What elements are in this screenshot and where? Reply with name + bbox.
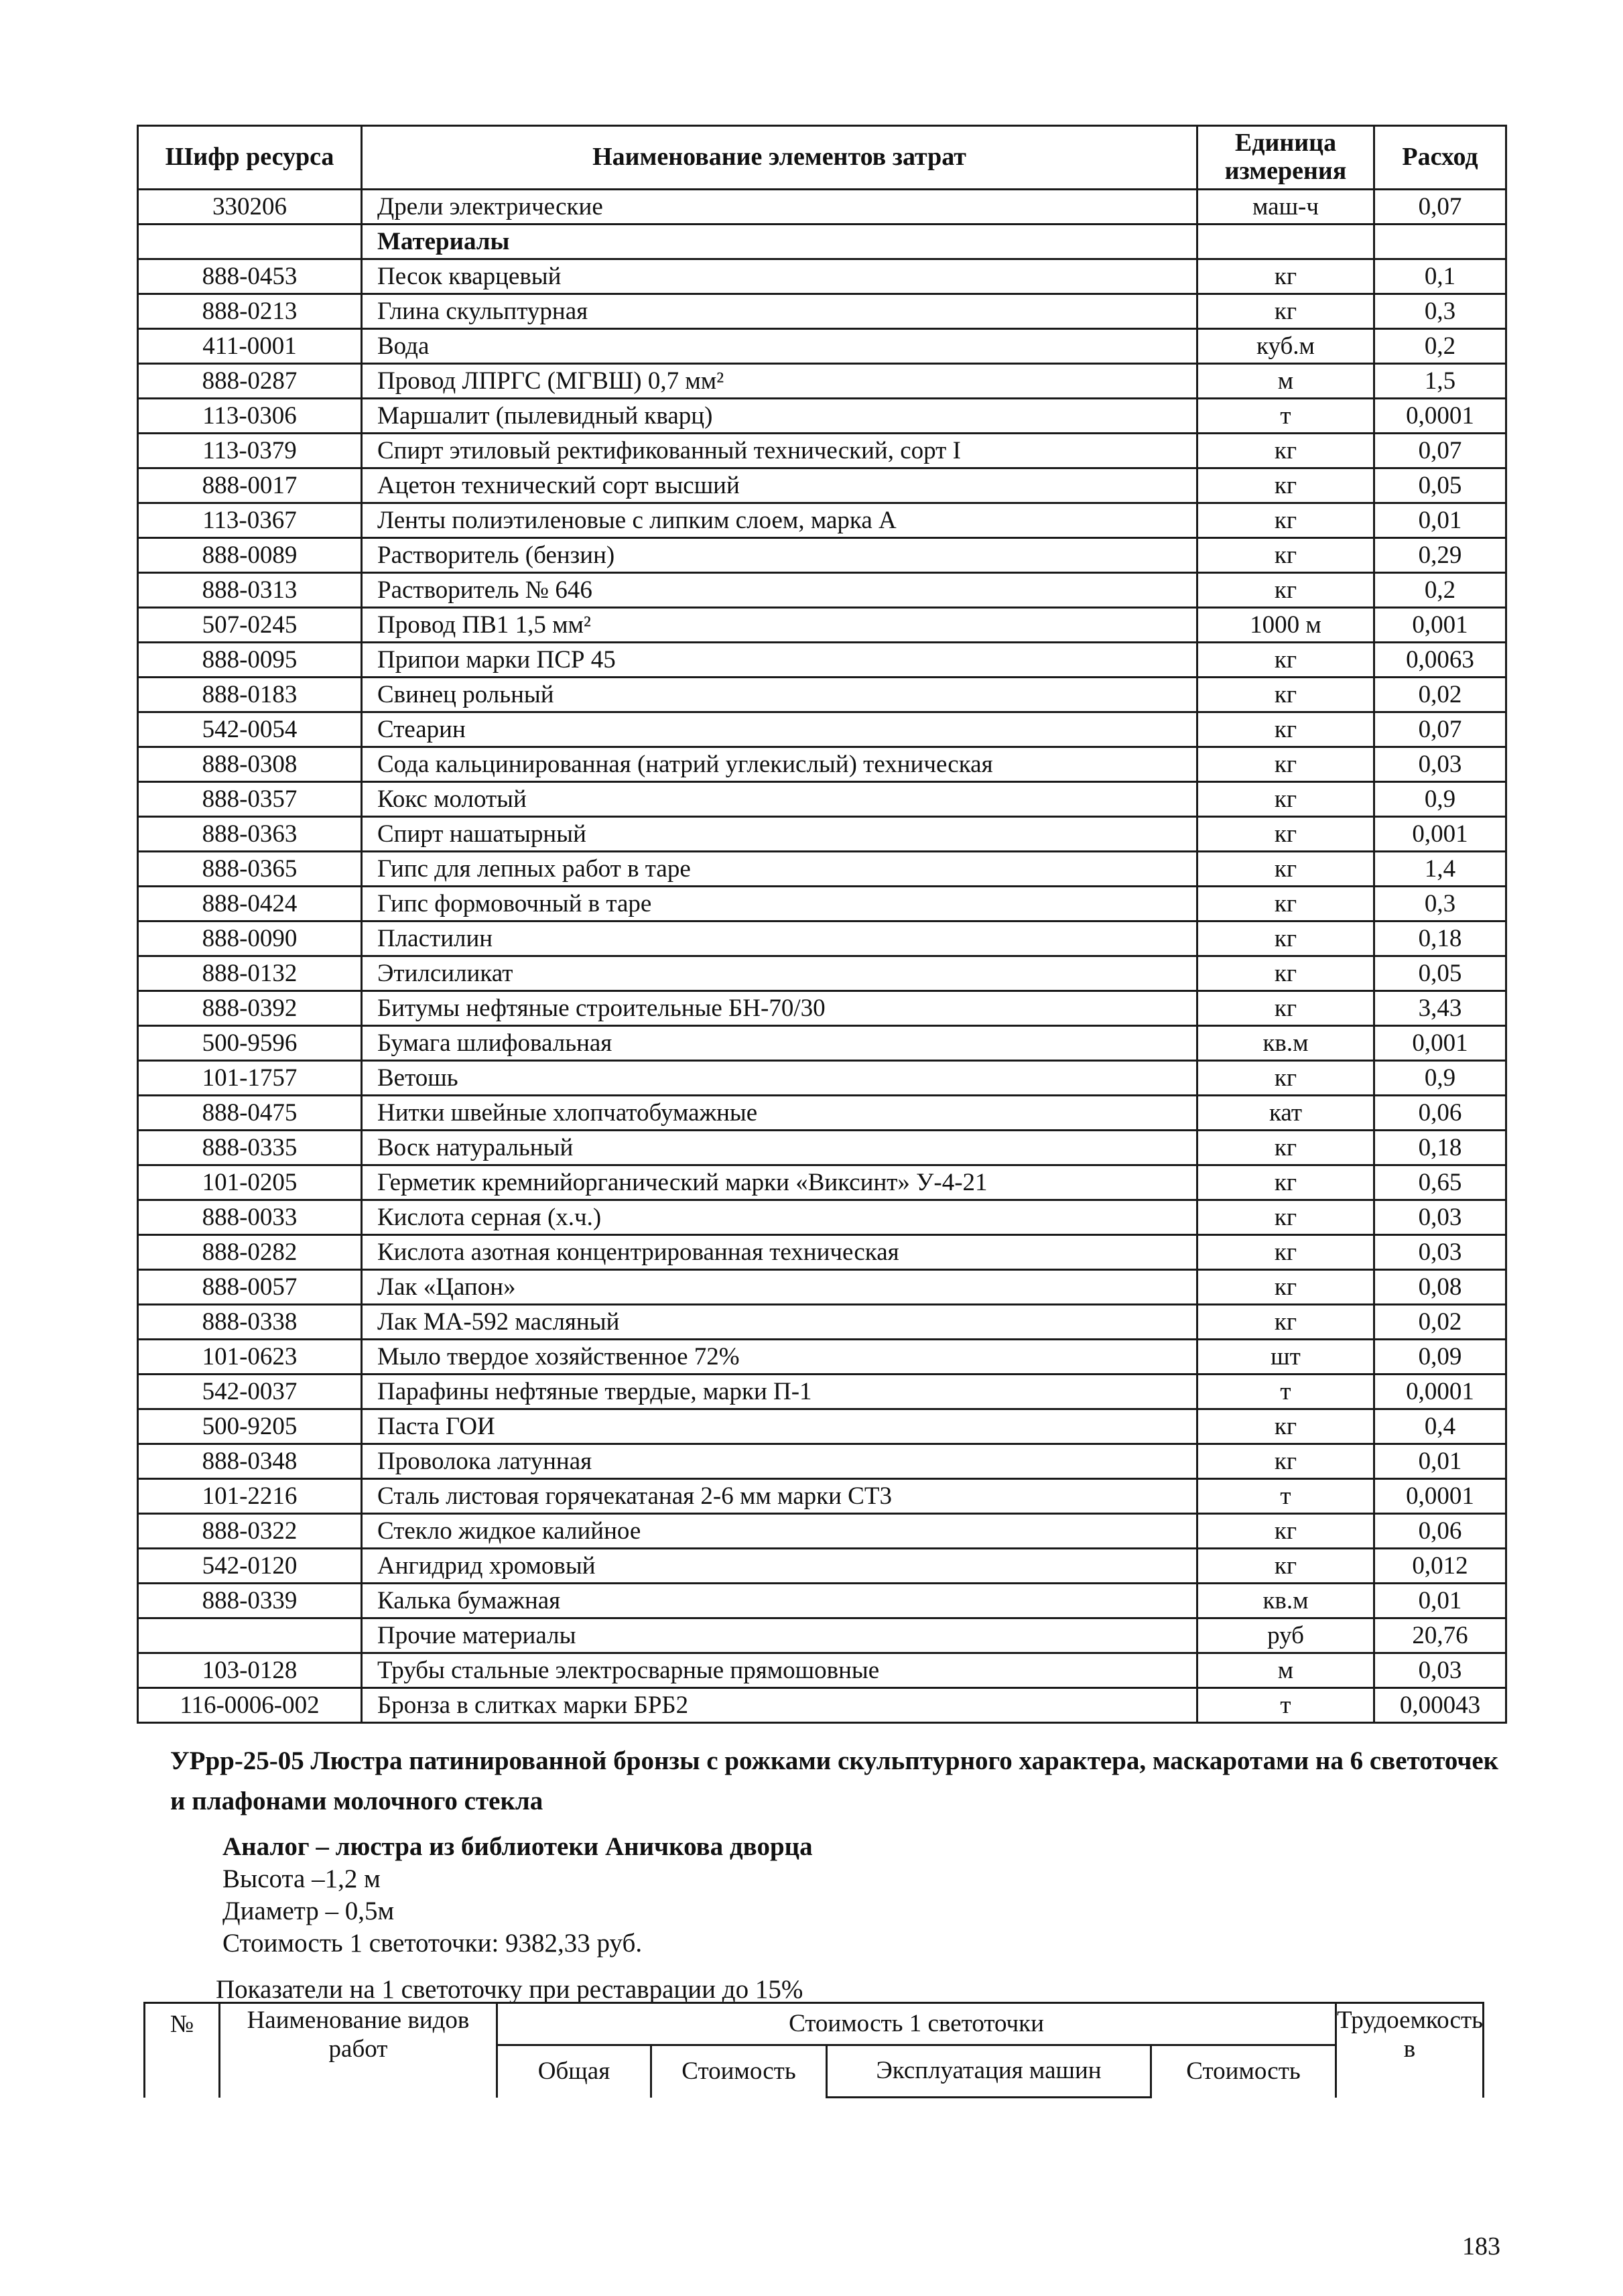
section-title: УРрр-25-05 Люстра патинированной бронзы с рожками скульптурного характера, маскаротами на 6 светоточек и плафонами молочного стекла: [170, 1746, 1499, 1815]
table-row: [138, 259, 1506, 294]
cell-qty: 0,2: [1374, 573, 1506, 608]
cell-code: 542-0037: [138, 1375, 362, 1409]
cell-unit: кг: [1197, 1200, 1374, 1235]
cell-name: Битумы нефтяные строительные БН-70/30: [362, 991, 1197, 1026]
table-row: [138, 817, 1506, 852]
cell-name: Глина скульптурная: [362, 294, 1197, 329]
cell-name: Спирт этиловый ректификованный технический, сорт I: [362, 434, 1197, 468]
cell-unit: кг: [1197, 1131, 1374, 1165]
table-row: [138, 1165, 1506, 1200]
cell-qty: 0,001: [1374, 817, 1506, 852]
table-row: [138, 190, 1506, 225]
cell-name: Растворитель № 646: [362, 573, 1197, 608]
cell-qty: 0,05: [1374, 468, 1506, 503]
cell-name: Припои марки ПСР 45: [362, 643, 1197, 678]
cell-qty: 0,09: [1374, 1340, 1506, 1375]
cell-qty: 0,01: [1374, 1444, 1506, 1479]
cell-unit: кг: [1197, 503, 1374, 538]
analog-title: Аналог – люстра из библиотеки Аничкова дворца: [222, 1832, 813, 1861]
table-group-row: [138, 225, 1506, 259]
cell-code: 888-0213: [138, 294, 362, 329]
cell-qty: 3,43: [1374, 991, 1506, 1026]
cell-qty: 0,3: [1374, 294, 1506, 329]
cell-unit: [1197, 225, 1374, 259]
cell-code: 888-0363: [138, 817, 362, 852]
cell-code: 507-0245: [138, 608, 362, 643]
cell-unit: кг: [1197, 1409, 1374, 1444]
cell-qty: 0,06: [1374, 1514, 1506, 1549]
cell-unit: кг: [1197, 747, 1374, 782]
cell-unit: т: [1197, 399, 1374, 434]
cell-unit: шт: [1197, 1340, 1374, 1375]
cell-unit: кг: [1197, 573, 1374, 608]
cell-unit: кг: [1197, 538, 1374, 573]
cell-unit: м: [1197, 1653, 1374, 1688]
cell-name: Кислота азотная концентрированная техническая: [362, 1235, 1197, 1270]
cell-unit: кг: [1197, 643, 1374, 678]
table-row: [138, 364, 1506, 399]
cell-code: [138, 1618, 362, 1653]
sub-header-cost-a: Стоимость: [651, 2045, 827, 2098]
cell-qty: 0,06: [1374, 1096, 1506, 1131]
cell-unit: кг: [1197, 887, 1374, 921]
cell-qty: 0,05: [1374, 956, 1506, 991]
table-row: [138, 503, 1506, 538]
table-row: [138, 887, 1506, 921]
table-row: [138, 573, 1506, 608]
cell-qty: 1,5: [1374, 364, 1506, 399]
cell-unit: кг: [1197, 678, 1374, 712]
cell-unit: кг: [1197, 712, 1374, 747]
cell-unit: кг: [1197, 1165, 1374, 1200]
cell-unit: кг: [1197, 1444, 1374, 1479]
cell-name: Гипс формовочный в таре: [362, 887, 1197, 921]
sub-header-cost-b: Стоимость: [1151, 2045, 1336, 2098]
cell-code: 101-1757: [138, 1061, 362, 1096]
cell-code: 888-0338: [138, 1305, 362, 1340]
cell-name: Дрели электрические: [362, 190, 1197, 225]
table-row: [138, 1653, 1506, 1688]
cell-unit: кг: [1197, 782, 1374, 817]
table-header-row: [138, 126, 1506, 190]
cell-name: Растворитель (бензин): [362, 538, 1197, 573]
table-row: [138, 1340, 1506, 1375]
cell-code: 888-0132: [138, 956, 362, 991]
cell-qty: 0,08: [1374, 1270, 1506, 1305]
cell-name: Бронза в слитках марки БРБ2: [362, 1688, 1197, 1723]
cell-name: Провод ЛПРГС (МГВШ) 0,7 мм²: [362, 364, 1197, 399]
cell-unit: кг: [1197, 852, 1374, 887]
sub-header-labor: Трудоемкость в: [1336, 2003, 1484, 2098]
cell-code: 888-0308: [138, 747, 362, 782]
work-types-table: [143, 2002, 1484, 2098]
cell-unit: куб.м: [1197, 329, 1374, 364]
cell-unit: кв.м: [1197, 1584, 1374, 1618]
cell-name: Кислота серная (х.ч.): [362, 1200, 1197, 1235]
cell-qty: 0,29: [1374, 538, 1506, 573]
cell-code: 888-0357: [138, 782, 362, 817]
table-row: [138, 1514, 1506, 1549]
header-name: Наименование элементов затрат: [362, 126, 1197, 190]
cell-qty: 0,18: [1374, 921, 1506, 956]
cell-code: 888-0282: [138, 1235, 362, 1270]
cell-qty: 0,001: [1374, 608, 1506, 643]
sub-header-cost-group: Стоимость 1 светоточки: [497, 2003, 1336, 2045]
cell-code: 888-0287: [138, 364, 362, 399]
cell-code: 888-0183: [138, 678, 362, 712]
cell-name: Ветошь: [362, 1061, 1197, 1096]
cell-name: Вода: [362, 329, 1197, 364]
cell-qty: 0,3: [1374, 887, 1506, 921]
cell-qty: 0,1: [1374, 259, 1506, 294]
cell-name: Ацетон технический сорт высший: [362, 468, 1197, 503]
cell-name: Материалы: [362, 225, 1197, 259]
cell-name: Песок кварцевый: [362, 259, 1197, 294]
cell-name: Спирт нашатырный: [362, 817, 1197, 852]
cell-name: Калька бумажная: [362, 1584, 1197, 1618]
cell-unit: 1000 м: [1197, 608, 1374, 643]
cell-qty: 0,0001: [1374, 1375, 1506, 1409]
cell-code: 101-0623: [138, 1340, 362, 1375]
cell-code: 888-0339: [138, 1584, 362, 1618]
cell-unit: кг: [1197, 817, 1374, 852]
table-row: [138, 921, 1506, 956]
cell-name: Провод ПВ1 1,5 мм²: [362, 608, 1197, 643]
cell-name: Мыло твердое хозяйственное 72%: [362, 1340, 1197, 1375]
cell-unit: кг: [1197, 1235, 1374, 1270]
table-row: [138, 1131, 1506, 1165]
cell-code: 411-0001: [138, 329, 362, 364]
cell-code: 101-2216: [138, 1479, 362, 1514]
table-body: [138, 190, 1506, 1723]
cell-qty: 0,01: [1374, 1584, 1506, 1618]
header-qty: Расход: [1374, 126, 1506, 190]
cell-unit: т: [1197, 1479, 1374, 1514]
cell-name: Сода кальцинированная (натрий углекислый) техническая: [362, 747, 1197, 782]
cell-name: Герметик кремнийорганический марки «Виксинт» У-4-21: [362, 1165, 1197, 1200]
cell-name: Нитки швейные хлопчатобумажные: [362, 1096, 1197, 1131]
cell-qty: 20,76: [1374, 1618, 1506, 1653]
cell-code: 330206: [138, 190, 362, 225]
table-row: [138, 643, 1506, 678]
diameter-line: Диаметр – 0,5м: [222, 1897, 395, 1925]
cell-code: 113-0367: [138, 503, 362, 538]
table-row: [138, 782, 1506, 817]
cell-name: Этилсиликат: [362, 956, 1197, 991]
cell-code: 888-0475: [138, 1096, 362, 1131]
cell-code: 888-0348: [138, 1444, 362, 1479]
cell-code: 888-0017: [138, 468, 362, 503]
header-unit: Единица измерения: [1197, 126, 1374, 190]
cell-qty: 0,07: [1374, 712, 1506, 747]
cell-code: 113-0379: [138, 434, 362, 468]
cell-qty: 0,0063: [1374, 643, 1506, 678]
table-row: [138, 538, 1506, 573]
table-row: [138, 1688, 1506, 1723]
cell-unit: кг: [1197, 434, 1374, 468]
cell-qty: 0,03: [1374, 1653, 1506, 1688]
cell-name: Стекло жидкое калийное: [362, 1514, 1197, 1549]
table-row: [138, 1549, 1506, 1584]
cell-name: Лак «Цапон»: [362, 1270, 1197, 1305]
cell-name: Прочие материалы: [362, 1618, 1197, 1653]
cell-code: 888-0453: [138, 259, 362, 294]
cell-qty: 0,9: [1374, 782, 1506, 817]
table-row: [138, 678, 1506, 712]
table-row: [138, 712, 1506, 747]
table-row: [138, 1235, 1506, 1270]
cell-unit: кг: [1197, 468, 1374, 503]
cell-code: 888-0095: [138, 643, 362, 678]
cell-qty: 0,9: [1374, 1061, 1506, 1096]
cell-code: 500-9596: [138, 1026, 362, 1061]
cell-code: 888-0089: [138, 538, 362, 573]
cell-code: 888-0090: [138, 921, 362, 956]
cell-name: Трубы стальные электросварные прямошовные: [362, 1653, 1197, 1688]
cell-code: 888-0424: [138, 887, 362, 921]
cell-name: Свинец рольный: [362, 678, 1197, 712]
cell-unit: м: [1197, 364, 1374, 399]
cell-qty: 0,0001: [1374, 1479, 1506, 1514]
cell-qty: 0,0001: [1374, 399, 1506, 434]
cell-qty: 0,001: [1374, 1026, 1506, 1061]
sub-header-machines: Эксплуатация машин: [827, 2045, 1151, 2098]
table-row: [138, 1200, 1506, 1235]
sub-header-num: №: [145, 2003, 220, 2098]
indicators-line: Показатели на 1 светоточку при реставрации до 15%: [216, 1975, 803, 2004]
cell-qty: 0,2: [1374, 329, 1506, 364]
cell-unit: кв.м: [1197, 1026, 1374, 1061]
cell-name: Маршалит (пылевидный кварц): [362, 399, 1197, 434]
cell-unit: кг: [1197, 1061, 1374, 1096]
sub-header-row-1: [145, 2003, 1484, 2045]
cell-code: 103-0128: [138, 1653, 362, 1688]
cell-name: Проволока латунная: [362, 1444, 1197, 1479]
table-row: [138, 852, 1506, 887]
cell-unit: кг: [1197, 991, 1374, 1026]
cell-qty: 0,01: [1374, 503, 1506, 538]
cell-name: Кокс молотый: [362, 782, 1197, 817]
cost-line: Стоимость 1 светоточки: 9382,33 руб.: [222, 1929, 643, 1958]
table-row: [138, 1375, 1506, 1409]
cell-unit: кг: [1197, 294, 1374, 329]
cell-qty: 0,07: [1374, 434, 1506, 468]
cell-code: 500-9205: [138, 1409, 362, 1444]
table-row: [138, 1096, 1506, 1131]
table-row: [138, 1061, 1506, 1096]
cell-code: [138, 225, 362, 259]
table-row: [138, 434, 1506, 468]
sub-header-total: Общая: [497, 2045, 651, 2098]
cell-name: Сталь листовая горячекатаная 2-6 мм марки СТ3: [362, 1479, 1197, 1514]
cell-qty: 0,02: [1374, 678, 1506, 712]
cell-qty: 0,012: [1374, 1549, 1506, 1584]
cell-unit: кг: [1197, 1270, 1374, 1305]
cell-qty: 0,18: [1374, 1131, 1506, 1165]
cell-code: 888-0033: [138, 1200, 362, 1235]
cell-qty: 0,03: [1374, 1235, 1506, 1270]
table-row: [138, 991, 1506, 1026]
cell-qty: 0,65: [1374, 1165, 1506, 1200]
table-row: [138, 1618, 1506, 1653]
sub-header-works: Наименование видов работ: [220, 2003, 497, 2098]
cell-name: Ленты полиэтиленовые с липким слоем, марка А: [362, 503, 1197, 538]
cell-unit: кг: [1197, 1514, 1374, 1549]
cell-name: Пластилин: [362, 921, 1197, 956]
cell-unit: руб: [1197, 1618, 1374, 1653]
table-row: [138, 1444, 1506, 1479]
table-row: [138, 747, 1506, 782]
cell-unit: кг: [1197, 1305, 1374, 1340]
cell-unit: кг: [1197, 259, 1374, 294]
cell-unit: кат: [1197, 1096, 1374, 1131]
table-row: [138, 1270, 1506, 1305]
table-row: [138, 1305, 1506, 1340]
page-number: 183: [1462, 2232, 1500, 2260]
cell-name: Гипс для лепных работ в таре: [362, 852, 1197, 887]
cell-code: 888-0335: [138, 1131, 362, 1165]
table-row: [138, 956, 1506, 991]
cell-qty: 0,02: [1374, 1305, 1506, 1340]
cell-code: 542-0054: [138, 712, 362, 747]
cell-name: Воск натуральный: [362, 1131, 1197, 1165]
cell-qty: 0,00043: [1374, 1688, 1506, 1723]
height-line: Высота –1,2 м: [222, 1864, 381, 1893]
cell-name: Ангидрид хромовый: [362, 1549, 1197, 1584]
resource-table: [137, 125, 1507, 1724]
table-row: [138, 1584, 1506, 1618]
cell-code: 888-0313: [138, 573, 362, 608]
table-row: [138, 399, 1506, 434]
table-row: [138, 294, 1506, 329]
cell-unit: маш-ч: [1197, 190, 1374, 225]
table-row: [138, 329, 1506, 364]
cell-unit: т: [1197, 1375, 1374, 1409]
cell-name: Стеарин: [362, 712, 1197, 747]
table-row: [138, 1479, 1506, 1514]
cell-unit: кг: [1197, 1549, 1374, 1584]
cell-qty: 0,03: [1374, 747, 1506, 782]
header-code: Шифр ресурса: [138, 126, 362, 190]
cell-code: 888-0365: [138, 852, 362, 887]
table-row: [138, 1026, 1506, 1061]
cell-code: 101-0205: [138, 1165, 362, 1200]
cell-code: 116-0006-002: [138, 1688, 362, 1723]
cell-unit: кг: [1197, 956, 1374, 991]
cell-code: 113-0306: [138, 399, 362, 434]
cell-code: 888-0322: [138, 1514, 362, 1549]
table-row: [138, 1409, 1506, 1444]
table-row: [138, 608, 1506, 643]
cell-unit: т: [1197, 1688, 1374, 1723]
cell-name: Лак МА-592 масляный: [362, 1305, 1197, 1340]
cell-name: Парафины нефтяные твердые, марки П-1: [362, 1375, 1197, 1409]
cell-unit: кг: [1197, 921, 1374, 956]
cell-name: Бумага шлифовальная: [362, 1026, 1197, 1061]
table-row: [138, 468, 1506, 503]
cell-name: Паста ГОИ: [362, 1409, 1197, 1444]
cell-qty: 1,4: [1374, 852, 1506, 887]
cell-code: 542-0120: [138, 1549, 362, 1584]
cell-qty: [1374, 225, 1506, 259]
cell-qty: 0,07: [1374, 190, 1506, 225]
cell-qty: 0,4: [1374, 1409, 1506, 1444]
cell-qty: 0,03: [1374, 1200, 1506, 1235]
cell-code: 888-0392: [138, 991, 362, 1026]
cell-code: 888-0057: [138, 1270, 362, 1305]
